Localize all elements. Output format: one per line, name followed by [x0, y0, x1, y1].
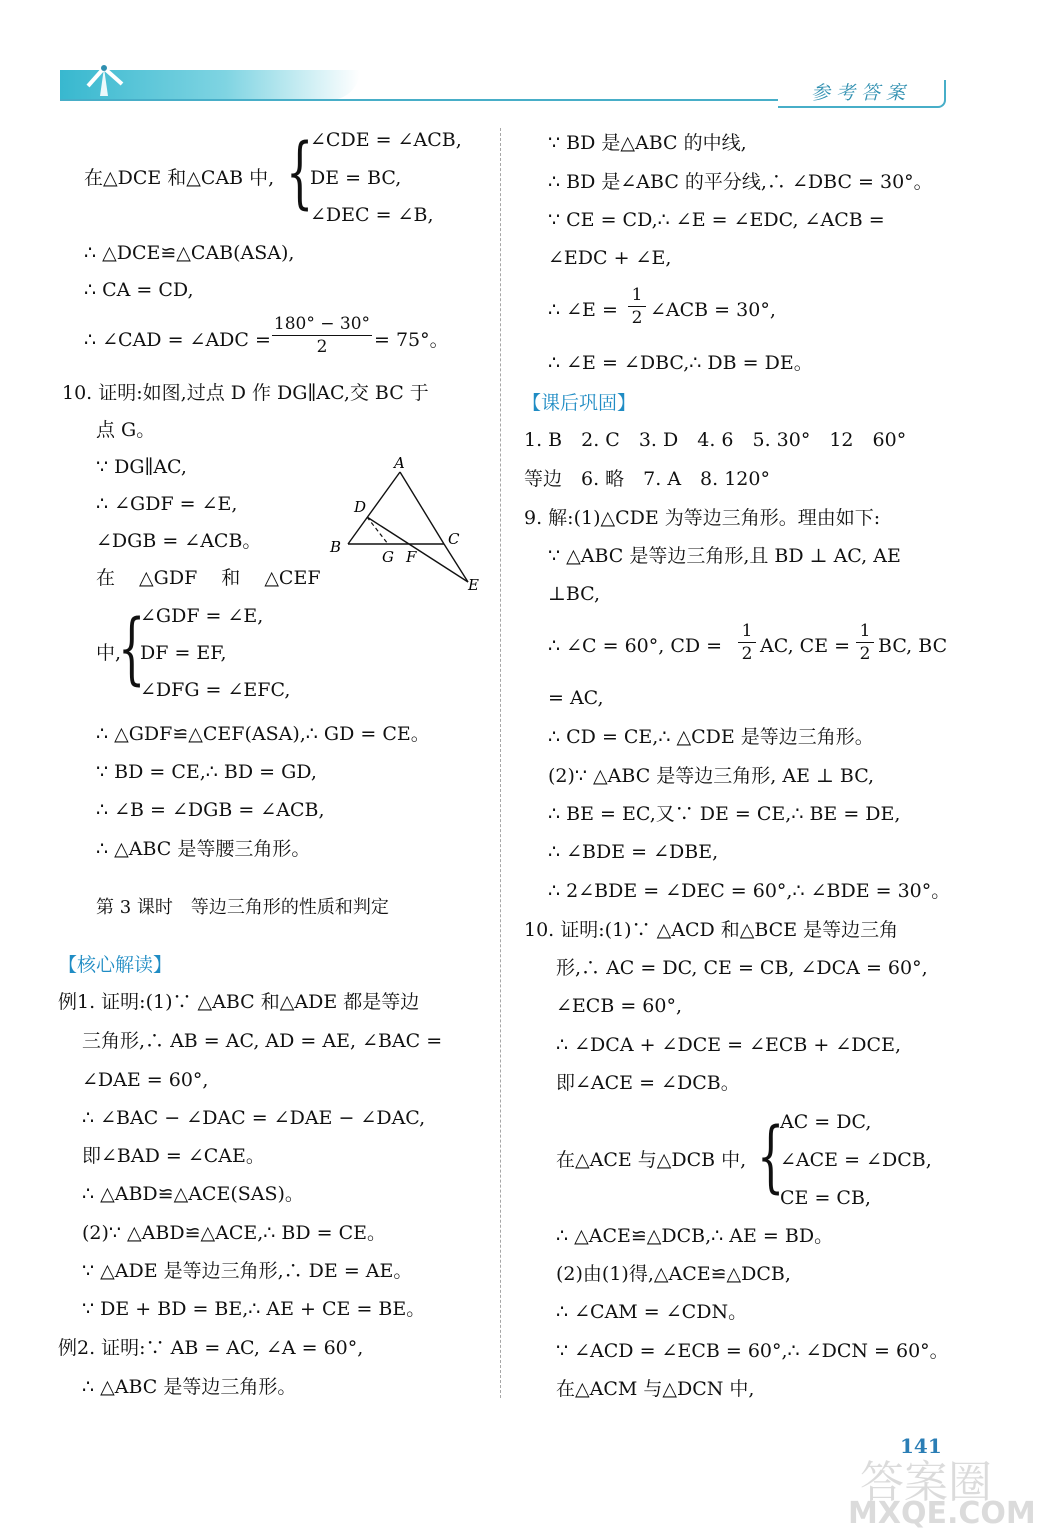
point-label-G: G [382, 548, 394, 566]
text-line: ∴ △ABC 是等腰三角形。 [96, 838, 311, 860]
fraction-denominator: 2 [859, 644, 871, 664]
text-line: = AC, [548, 687, 604, 709]
text-line: 在△DCE 和△CAB 中, [84, 167, 275, 189]
text-line: ∴ CD = CE,∴ △CDE 是等边三角形。 [548, 726, 874, 748]
text-line: BC, BC [878, 635, 948, 657]
column-divider [500, 128, 501, 1398]
triangle-figure [320, 452, 490, 602]
text-line: ∴ △ABC 是等边三角形。 [82, 1376, 297, 1398]
page-number: 141 [900, 1434, 942, 1458]
text-line: ∴ BE = EC,又∵ DE = CE,∴ BE = DE, [548, 803, 901, 825]
text-line: (2)由(1)得,△ACE≌△DCB, [556, 1263, 791, 1285]
fraction [272, 314, 372, 357]
watermark-logo: 答案圈 [860, 1457, 992, 1508]
brace: { [757, 1112, 785, 1202]
text-line: ∴ CA = CD, [84, 279, 194, 301]
text-line: ∠DGB = ∠ACB。 [96, 530, 262, 552]
text-line: ∵ DE + BD = BE,∴ AE + CE = BE。 [82, 1298, 426, 1320]
text-line: ⊥BC, [548, 583, 601, 605]
text-line: ∠DAE = 60°, [82, 1069, 209, 1091]
text-line: ∴ ∠BAC − ∠DAC = ∠DAE − ∠DAC, [82, 1107, 426, 1129]
header-line [60, 99, 778, 101]
text-line: 即∠BAD = ∠CAE。 [82, 1145, 265, 1167]
text-line: ∠ACB = 30°, [650, 299, 776, 321]
text-line: DE = BC, [310, 167, 402, 189]
text-line: 例1. 证明:(1)∵ △ABC 和△ADE 都是等边 [58, 991, 420, 1013]
point-label-E: E [468, 576, 479, 594]
fraction-bar [856, 642, 874, 643]
text-line: DF = EF, [140, 642, 227, 664]
text-line: 在△ACM 与△DCN 中, [556, 1378, 755, 1400]
fraction [738, 621, 756, 664]
fraction [628, 285, 646, 328]
text-line: ∵ BD = CE,∴ BD = GD, [96, 761, 317, 783]
text-line: ∴ ∠E = [548, 299, 618, 321]
fraction-bar [738, 642, 756, 643]
text-line: ∴ ∠CAM = ∠CDN。 [556, 1301, 748, 1323]
fraction-numerator: 1 [741, 621, 753, 641]
fraction-denominator: 2 [316, 337, 328, 357]
segment-AC [400, 472, 444, 544]
fraction-denominator: 2 [741, 644, 753, 664]
fraction-denominator: 2 [631, 308, 643, 328]
text-line: 例2. 证明:∵ AB = AC, ∠A = 60°, [58, 1337, 364, 1359]
text-line: ∵ ∠ACD = ∠ECB = 60°,∴ ∠DCN = 60°。 [556, 1340, 949, 1362]
fraction-numerator: 1 [631, 285, 643, 305]
fraction-bar [272, 335, 372, 336]
text-line: ∠ACE = ∠DCB, [780, 1149, 932, 1171]
text-line: ∴ △DCE≌△CAB(ASA), [84, 242, 295, 264]
answer-line: 1. B 2. C 3. D 4. 6 5. 30° 12 60° [524, 429, 907, 451]
fraction [856, 621, 874, 664]
text-line: ∴ △ACE≌△DCB,∴ AE = BD。 [556, 1225, 834, 1247]
text-line: (2)∵ △ABC 是等边三角形, AE ⊥ BC, [548, 765, 875, 787]
text-line: 三角形,∴ AB = AC, AD = AE, ∠BAC = [82, 1030, 443, 1052]
point-label-B: B [330, 538, 342, 556]
text-line: ∴ △GDF≌△CEF(ASA),∴ GD = CE。 [96, 723, 430, 745]
text-line: ∴ ∠E = ∠DBC,∴ DB = DE。 [548, 352, 813, 374]
section-heading-core: 【核心解读】 [58, 954, 173, 976]
fraction-numerator: 180° − 30° [273, 314, 371, 334]
text-line: ∵ CE = CD,∴ ∠E = ∠EDC, ∠ACB = [548, 209, 885, 231]
text-line: ∵ DG∥AC, [96, 456, 187, 478]
text-line: ∴ ∠B = ∠DGB = ∠ACB, [96, 799, 325, 821]
text-line: ∠GDF = ∠E, [140, 605, 264, 627]
point-label-A: A [394, 454, 405, 472]
text-line: 即∠ACE = ∠DCB。 [556, 1072, 740, 1094]
text-line: 在△ACE 与△DCB 中, [556, 1149, 747, 1171]
text-line: (2)∵ △ABD≌△ACE,∴ BD = CE。 [82, 1222, 387, 1244]
text-line: ∴ ∠GDF = ∠E, [96, 493, 238, 515]
lesson-title: 第 3 课时 等边三角形的性质和判定 [96, 897, 389, 918]
text-line: ∠ECB = 60°, [556, 995, 683, 1017]
text-line: 9. 解:(1)△CDE 为等边三角形。理由如下: [524, 507, 881, 529]
segment-CE [444, 544, 468, 582]
fraction-numerator: 1 [859, 621, 871, 641]
brace: { [286, 128, 314, 218]
text-line: AC, CE = [760, 635, 851, 657]
watermark-url: MXQE.COM [848, 1496, 1036, 1531]
text-line: ∴ ∠CAD = ∠ADC = [84, 329, 271, 351]
text-line: CE = CB, [780, 1187, 871, 1209]
text-line: ∵ BD 是△ABC 的中线, [548, 132, 747, 154]
text-line: ∠EDC + ∠E, [548, 247, 672, 269]
text-line: ∴ ∠BDE = ∠DBE, [548, 841, 719, 863]
text-line: 在 △GDF 和 △CEF [96, 567, 321, 589]
text-line: ∴ ∠C = 60°, CD = [548, 635, 723, 657]
segment-DG [367, 517, 388, 544]
text-line: ∠CDE = ∠ACB, [310, 129, 462, 151]
text-line: = 75°。 [374, 329, 449, 351]
text-line: 10. 证明:(1)∵ △ACD 和△BCE 是等边三角 [524, 919, 899, 941]
fraction-bar [628, 306, 646, 307]
text-line: ∴ BD 是∠ABC 的平分线,∴ ∠DBC = 30°。 [548, 171, 933, 193]
brace: { [118, 604, 146, 694]
point-label-C: C [448, 530, 460, 548]
text-line: 形,∴ AC = DC, CE = CB, ∠DCA = 60°, [556, 957, 928, 979]
text-line: ∠DFG = ∠EFC, [140, 679, 291, 701]
point-label-F: F [406, 548, 417, 566]
windmill-icon [70, 46, 140, 102]
text-line: ∴ △ABD≌△ACE(SAS)。 [82, 1183, 304, 1205]
text-line: ∵ △ADE 是等边三角形,∴ DE = AE。 [82, 1260, 413, 1282]
header-label: 参考答案 [778, 80, 946, 108]
section-heading-review: 【课后巩固】 [522, 392, 637, 414]
text-line: 中, [96, 642, 122, 664]
text-line: ∴ ∠DCA + ∠DCE = ∠ECB + ∠DCE, [556, 1034, 901, 1056]
text-line: 点 G。 [96, 419, 156, 441]
point-label-D: D [354, 498, 367, 516]
text-line: AC = DC, [780, 1111, 872, 1133]
text-line: ∵ △ABC 是等边三角形,且 BD ⊥ AC, AE [548, 545, 901, 567]
problem-10-heading: 10. 证明:如图,过点 D 作 DG∥AC,交 BC 于 [62, 382, 429, 404]
answer-line: 等边 6. 略 7. A 8. 120° [524, 468, 770, 490]
text-line: ∠DEC = ∠B, [310, 204, 434, 226]
text-line: ∴ 2∠BDE = ∠DEC = 60°,∴ ∠BDE = 30°。 [548, 880, 951, 902]
